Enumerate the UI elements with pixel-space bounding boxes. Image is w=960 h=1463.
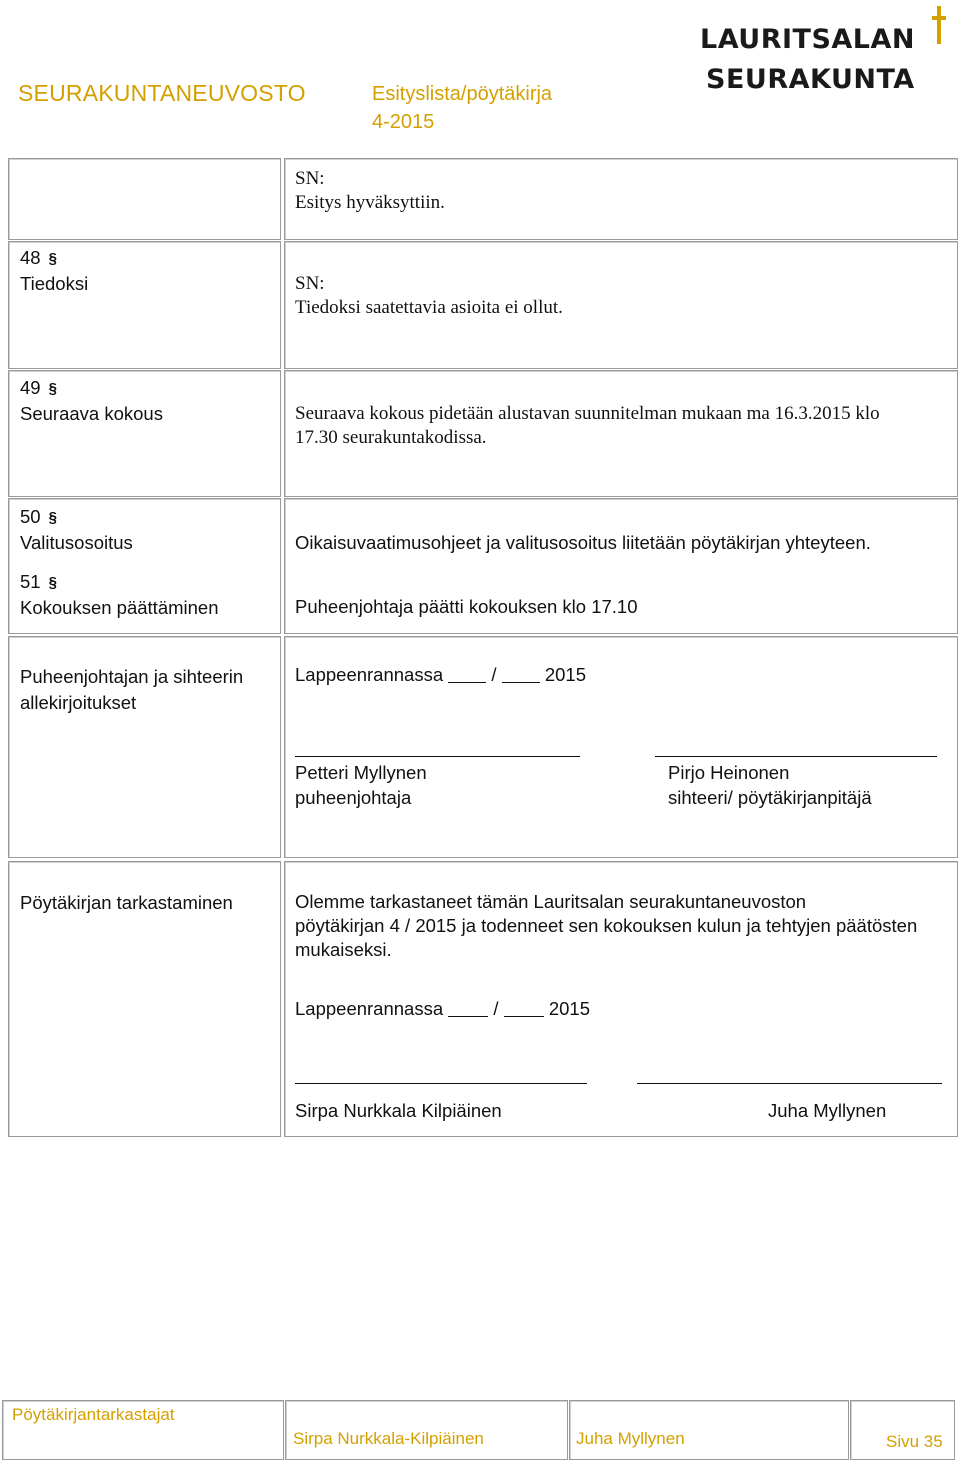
secretary-name: Pirjo Heinonen (668, 762, 790, 783)
signature-line-reviewer2 (637, 1083, 942, 1084)
signature-line-reviewer1 (295, 1083, 587, 1084)
decision-text: Esitys hyväksyttiin. (295, 192, 445, 213)
footer-reviewers-label: Pöytäkirjantarkastajat (12, 1405, 175, 1424)
section-sign-icon (49, 574, 57, 588)
signatures-label-line1: Puheenjohtajan ja sihteerin (20, 666, 244, 687)
org-title: SEURAKUNTANEUVOSTO (18, 80, 306, 106)
doc-number: 4-2015 (372, 111, 435, 133)
reviewer1-name: Sirpa Nurkkala Kilpiäinen (295, 1100, 502, 1121)
chair-name: Petteri Myllynen (295, 762, 427, 783)
review-date (295, 996, 590, 1021)
section-50-text: Oikaisuvaatimusohjeet ja valitusosoitus liitetään pöytäkirjan yhteyteen. (295, 532, 871, 553)
section-51-title: Kokouksen päättäminen (20, 597, 219, 618)
place-name: Lappeenrannassa (295, 998, 444, 1019)
section-49-title: Seuraava kokous (20, 403, 163, 424)
section-48-number: 48§ (20, 245, 57, 271)
page-number: Sivu 35 (886, 1432, 943, 1451)
place-name: Lappeenrannassa (295, 664, 444, 685)
section-sign-icon (49, 380, 57, 394)
review-label: Pöytäkirjan tarkastaminen (20, 892, 233, 913)
date-year: 2015 (544, 664, 586, 685)
reviewer2-name: Juha Myllynen (768, 1100, 887, 1121)
section-49-text-line2: 17.30 seurakuntakodissa. (295, 427, 487, 448)
doc-type-label: Esityslista/pöytäkirja (372, 83, 553, 105)
chair-role: puheenjohtaja (295, 787, 412, 808)
date-slash: / (493, 998, 499, 1019)
date-year: 2015 (548, 998, 590, 1019)
review-text-line2: pöytäkirjan 4 / 2015 ja todenneet sen kokouksen kulun ja tehtyjen päätösten (295, 915, 918, 936)
month-blank (504, 1000, 544, 1017)
signature-date (295, 662, 586, 687)
signatures-label-line2: allekirjoitukset (20, 692, 137, 713)
secretary-role: sihteeri/ pöytäkirjanpitäjä (668, 787, 872, 808)
day-blank (448, 1000, 488, 1017)
parish-logo (700, 6, 950, 98)
cross-icon (932, 6, 946, 44)
sn-label: SN: (295, 273, 325, 294)
date-slash: / (491, 664, 497, 685)
signature-line-secretary (655, 756, 937, 757)
section-50-number: 50§ (20, 504, 57, 530)
month-blank (502, 666, 540, 683)
section-48-text: Tiedoksi saatettavia asioita ei ollut. (295, 297, 563, 318)
logo-line1: LAURITSALAN (700, 24, 915, 55)
footer-reviewer1: Sirpa Nurkkala-Kilpiäinen (293, 1429, 484, 1448)
doc-type (372, 80, 552, 136)
section-48-title: Tiedoksi (20, 273, 89, 294)
section-49-number: 49§ (20, 375, 57, 401)
label-cell-continuation (8, 158, 281, 240)
day-blank (448, 666, 486, 683)
section-50-title: Valitusosoitus (20, 532, 133, 553)
logo-line2: SEURAKUNTA (706, 64, 915, 95)
sn-label: SN: (295, 168, 325, 189)
section-49-text-line1: Seuraava kokous pidetään alustavan suunnitelman mukaan ma 16.3.2015 klo (295, 403, 880, 424)
signature-line-chair (295, 756, 580, 757)
review-text-line1: Olemme tarkastaneet tämän Lauritsalan seurakuntaneuvoston (295, 891, 807, 912)
review-text-line3: mukaiseksi. (295, 939, 392, 960)
section-51-number: 51§ (20, 569, 57, 595)
section-sign-icon (49, 509, 57, 523)
section-51-text: Puheenjohtaja päätti kokouksen klo 17.10 (295, 596, 638, 617)
section-sign-icon (49, 250, 57, 264)
footer-reviewer2: Juha Myllynen (576, 1429, 685, 1448)
